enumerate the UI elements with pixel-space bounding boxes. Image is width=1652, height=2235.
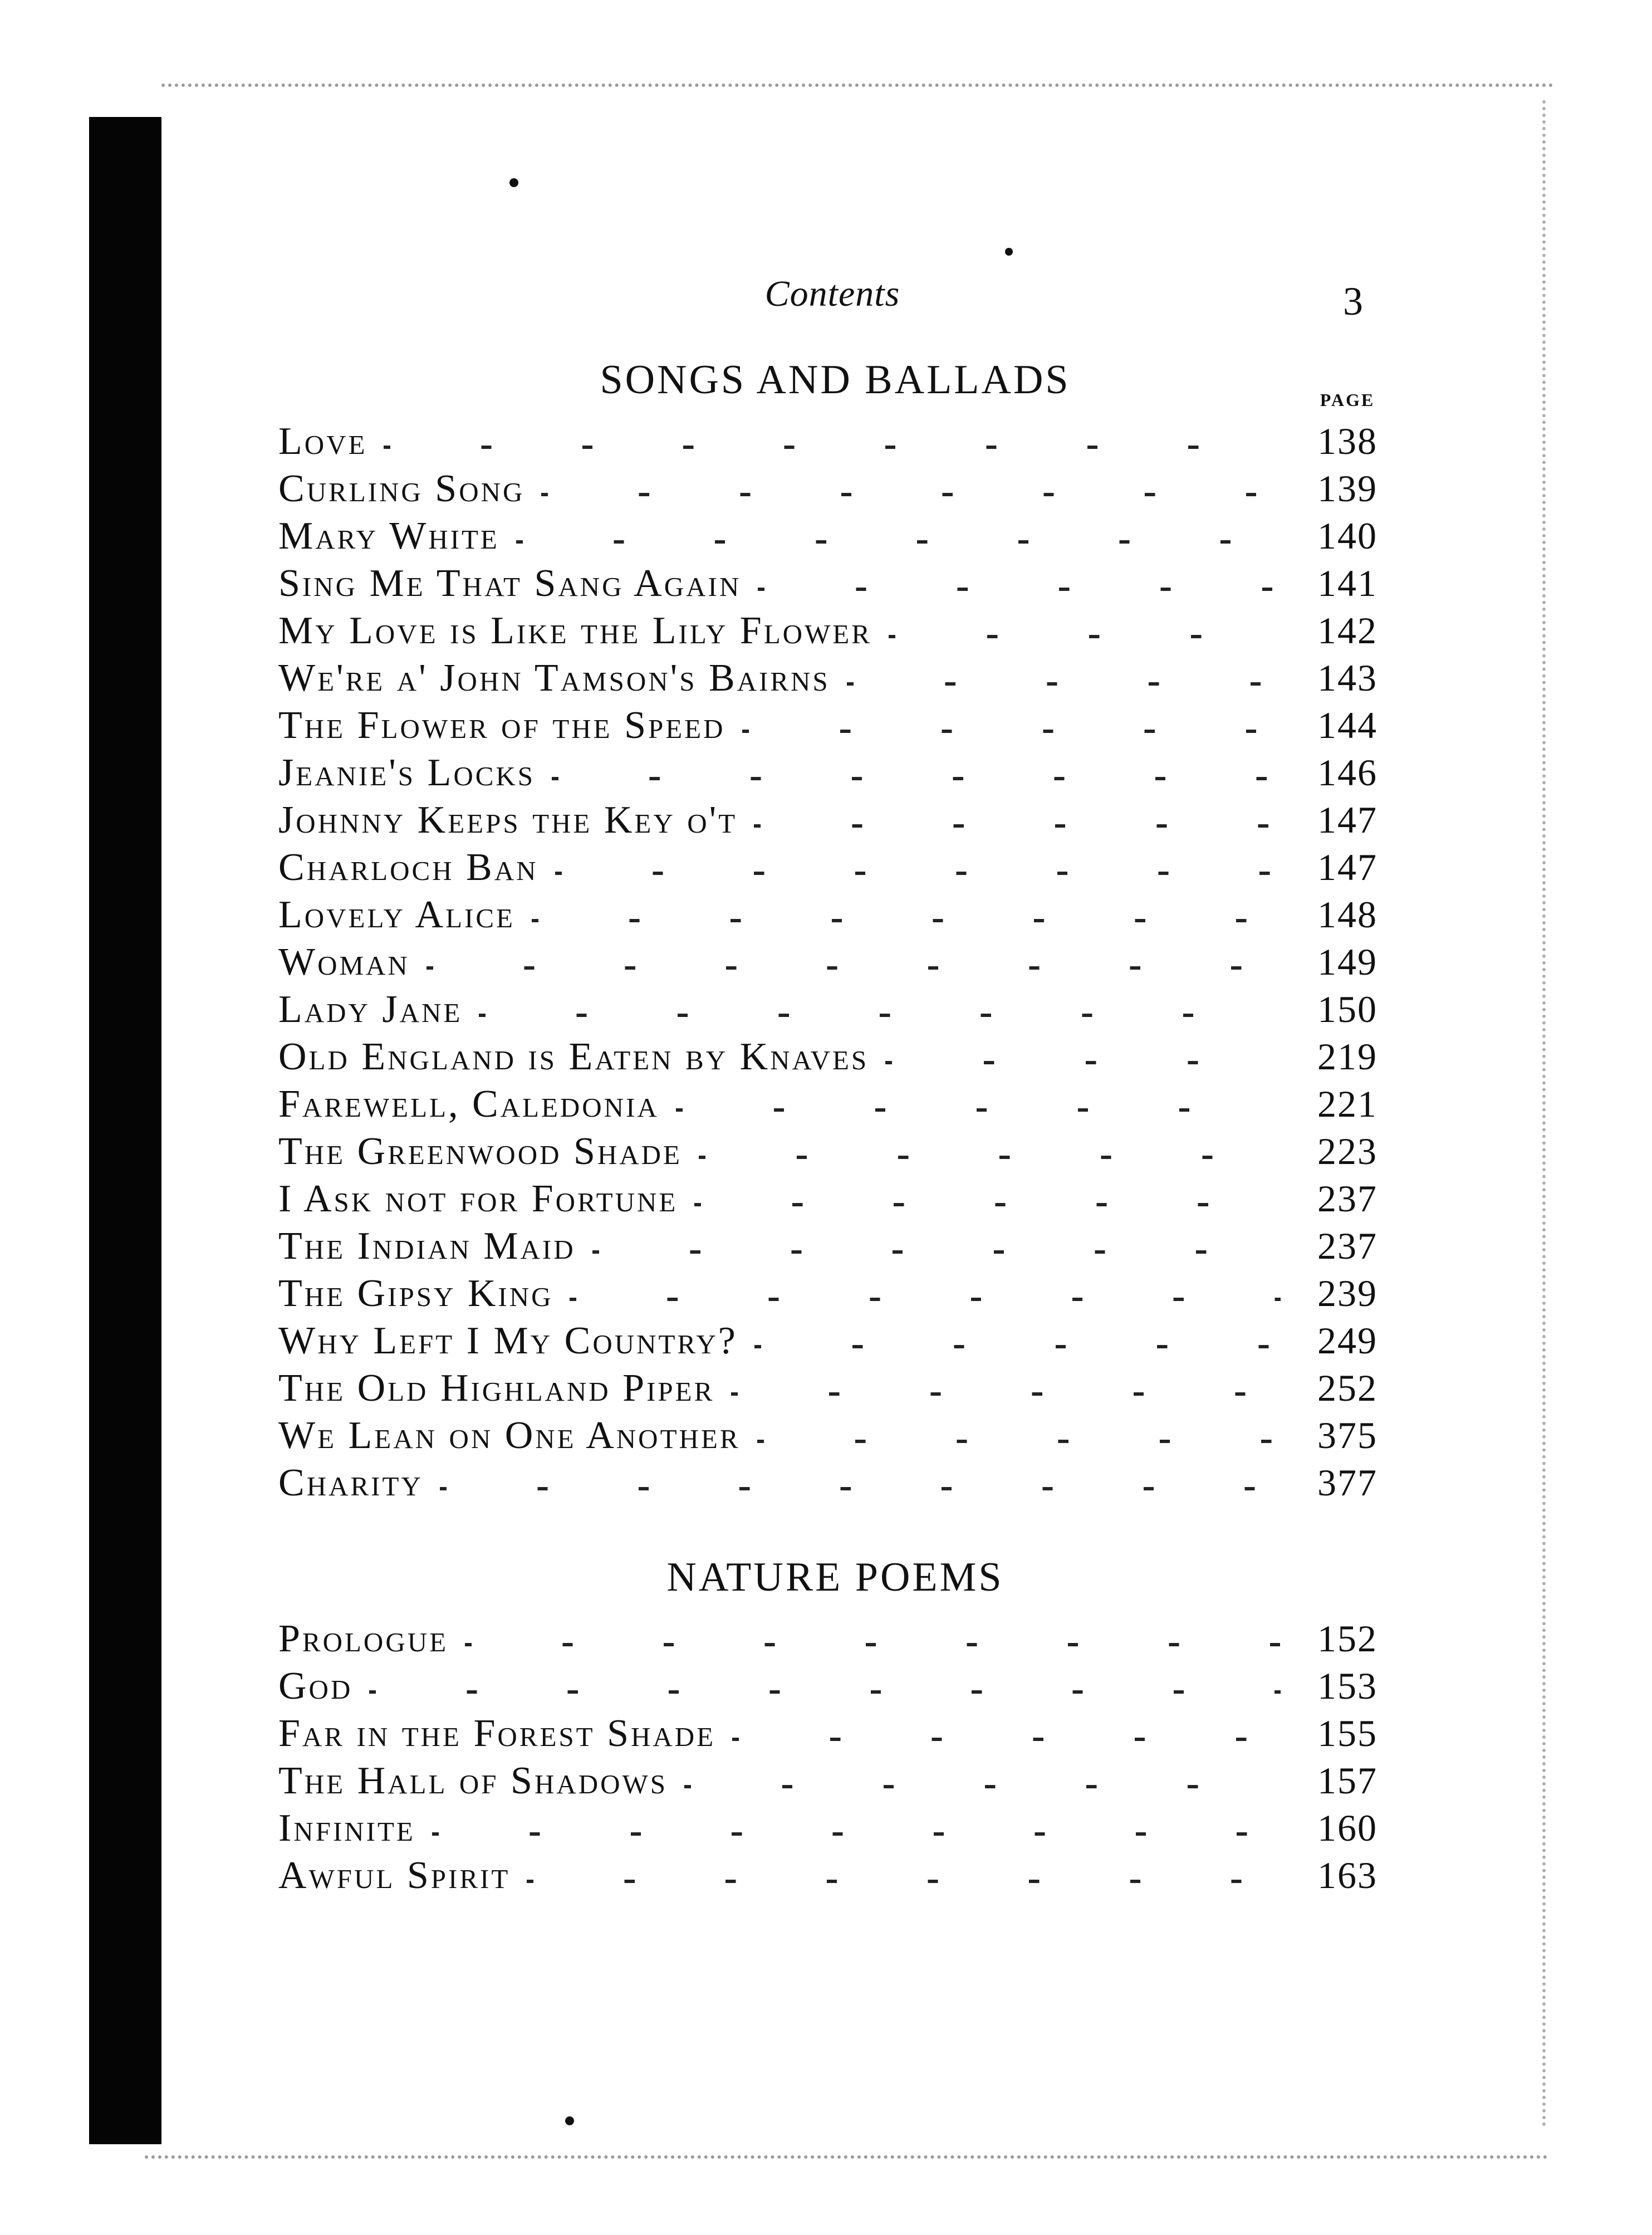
- toc-entry-page: 155: [1317, 1712, 1378, 1754]
- toc-entry: [278, 560, 1392, 607]
- toc-entry-title: The Gipsy King: [278, 1271, 553, 1315]
- toc-entry-page: 219: [1317, 1035, 1378, 1078]
- dot-leader: [699, 1156, 1281, 1159]
- dot-leader: [432, 1832, 1281, 1836]
- toc-entry-title: Awful Spirit: [278, 1853, 511, 1897]
- dot-leader: [384, 446, 1281, 449]
- toc-entry: [278, 1804, 1392, 1852]
- toc-entry: [278, 465, 1392, 512]
- toc-entry-title: Love: [278, 419, 367, 463]
- dot-leader: [757, 1440, 1281, 1443]
- toc-entry: [278, 1128, 1392, 1175]
- dot-leader: [758, 588, 1281, 591]
- toc-entry-page: 146: [1317, 751, 1378, 794]
- toc-entry-title: The Hall of Shadows: [278, 1759, 668, 1802]
- toc-entry-page: 157: [1317, 1759, 1378, 1802]
- dot-leader: [440, 1487, 1281, 1490]
- toc-entry-page: 252: [1317, 1367, 1378, 1409]
- toc-entry-title: Old England is Eaten by Knaves: [278, 1035, 869, 1078]
- toc-entry-title: God: [278, 1664, 353, 1708]
- toc-entry: [278, 1365, 1392, 1412]
- dot-leader: [592, 1250, 1281, 1254]
- toc-entry: [278, 844, 1392, 891]
- page-edge-right: [1542, 100, 1546, 2128]
- toc-entry: [278, 1710, 1392, 1757]
- toc-entry-page: 239: [1317, 1272, 1378, 1314]
- toc-entry-page: 160: [1317, 1807, 1378, 1849]
- toc-entry: [278, 1222, 1392, 1270]
- toc-entry: [278, 986, 1392, 1033]
- dot-leader: [552, 777, 1281, 780]
- toc-entry: [278, 654, 1392, 702]
- toc-entry-title: The Flower of the Speed: [278, 703, 725, 747]
- toc-entry-page: 223: [1317, 1130, 1378, 1172]
- toc-entry-page: 147: [1317, 799, 1378, 841]
- dot-leader: [731, 1392, 1281, 1396]
- dot-leader: [847, 682, 1281, 686]
- toc-entry: [278, 1412, 1392, 1459]
- dot-leader: [754, 824, 1281, 828]
- toc-entry: [278, 607, 1392, 654]
- toc-entry-title: Curling Song: [278, 467, 525, 510]
- ink-speck: [1005, 248, 1013, 256]
- toc-entry: [278, 1033, 1392, 1080]
- toc-entry-page: 147: [1317, 846, 1378, 888]
- toc-entry-title: Lady Jane: [278, 987, 463, 1031]
- toc-entry: [278, 749, 1392, 796]
- toc-entry-page: 141: [1317, 562, 1378, 604]
- toc-entry-page: 152: [1317, 1617, 1378, 1660]
- dot-leader: [684, 1785, 1281, 1788]
- toc-entry-title: The Greenwood Shade: [278, 1129, 682, 1173]
- toc-entry-page: 143: [1317, 657, 1378, 699]
- toc-entry-title: The Indian Maid: [278, 1224, 576, 1268]
- toc-entry-page: 149: [1317, 941, 1378, 983]
- dot-leader: [532, 919, 1281, 922]
- toc-entry-title: Woman: [278, 940, 410, 984]
- toc-entry-page: 237: [1317, 1177, 1378, 1220]
- toc-entry-title: Charity: [278, 1461, 423, 1504]
- dot-leader: [369, 1690, 1281, 1694]
- toc-entry: [278, 1459, 1392, 1507]
- dot-leader: [465, 1643, 1281, 1646]
- toc-entry: [278, 891, 1392, 938]
- toc-entry-page: 150: [1317, 988, 1378, 1030]
- toc-entry: [278, 938, 1392, 986]
- toc-entry: [278, 1662, 1392, 1710]
- toc-entry-page: 148: [1317, 893, 1378, 936]
- dot-leader: [427, 966, 1281, 970]
- ink-speck: [565, 2116, 574, 2125]
- toc-list-songs: [278, 418, 1392, 1507]
- toc-entry-page: 139: [1317, 467, 1378, 510]
- toc-entry: [278, 1175, 1392, 1222]
- page-number: 3: [1343, 279, 1363, 324]
- toc-entry-title: Farewell, Caledonia: [278, 1082, 659, 1126]
- toc-entry-title: We Lean on One Another: [278, 1414, 741, 1457]
- book-binding-shadow: [89, 117, 161, 2144]
- toc-entry-title: We're a' John Tamson's Bairns: [278, 656, 830, 700]
- toc-entry: [278, 512, 1392, 560]
- toc-entry-title: Why Left I My Country?: [278, 1319, 738, 1362]
- dot-leader: [694, 1203, 1281, 1206]
- dot-leader: [516, 540, 1281, 544]
- dot-leader: [885, 1061, 1281, 1064]
- running-head: Contents: [764, 273, 900, 314]
- toc-entry-page: 237: [1317, 1225, 1378, 1267]
- dot-leader: [555, 872, 1281, 875]
- page-edge-top: [161, 84, 1553, 87]
- toc-entry-title: Prologue: [278, 1617, 449, 1660]
- toc-entry-title: Lovely Alice: [278, 893, 515, 936]
- toc-entry-title: Johnny Keeps the Key o't: [278, 798, 738, 842]
- toc-entry-page: 140: [1317, 515, 1378, 557]
- dot-leader: [676, 1108, 1281, 1112]
- toc-entry: [278, 1757, 1392, 1804]
- section-heading-songs: SONGS AND BALLADS: [600, 357, 1071, 403]
- toc-entry-page: 249: [1317, 1319, 1378, 1362]
- toc-entry: [278, 1317, 1392, 1365]
- dot-leader: [479, 1014, 1281, 1017]
- dot-leader: [889, 635, 1281, 638]
- toc-entry-title: Far in the Forest Shade: [278, 1711, 716, 1755]
- dot-leader: [754, 1345, 1281, 1348]
- toc-entry-page: 375: [1317, 1414, 1378, 1456]
- toc-list-nature: [278, 1615, 1392, 1899]
- toc-entry-page: 163: [1317, 1854, 1378, 1896]
- dot-leader: [527, 1880, 1281, 1883]
- toc-entry: [278, 418, 1392, 465]
- toc-entry-page: 153: [1317, 1665, 1378, 1707]
- page-edge-bottom: [145, 2155, 1548, 2159]
- toc-entry: [278, 796, 1392, 844]
- page-column-label: PAGE: [1320, 390, 1375, 410]
- dot-leader: [732, 1738, 1281, 1741]
- dot-leader: [541, 493, 1281, 496]
- toc-entry-title: My Love is Like the Lily Flower: [278, 609, 872, 652]
- toc-entry-title: Sing Me That Sang Again: [278, 561, 742, 605]
- toc-entry: [278, 1270, 1392, 1317]
- toc-entry: [278, 1080, 1392, 1128]
- toc-entry-page: 138: [1317, 420, 1378, 462]
- toc-entry-page: 142: [1317, 609, 1378, 652]
- ink-speck: [509, 178, 518, 187]
- toc-entry-title: Charloch Ban: [278, 845, 538, 889]
- toc-entry-page: 377: [1317, 1461, 1378, 1504]
- dot-leader: [570, 1298, 1281, 1301]
- toc-entry-page: 144: [1317, 704, 1378, 746]
- toc-entry-title: The Old Highland Piper: [278, 1366, 715, 1410]
- toc-entry-title: Mary White: [278, 514, 499, 557]
- section-heading-nature: NATURE POEMS: [666, 1554, 1004, 1600]
- toc-entry: [278, 1852, 1392, 1899]
- dot-leader: [742, 730, 1281, 733]
- toc-entry: [278, 1615, 1392, 1662]
- toc-entry: [278, 702, 1392, 749]
- toc-entry-title: I Ask not for Fortune: [278, 1177, 678, 1220]
- toc-entry-title: Infinite: [278, 1806, 415, 1850]
- toc-entry-title: Jeanie's Locks: [278, 751, 536, 794]
- toc-entry-page: 221: [1317, 1083, 1378, 1125]
